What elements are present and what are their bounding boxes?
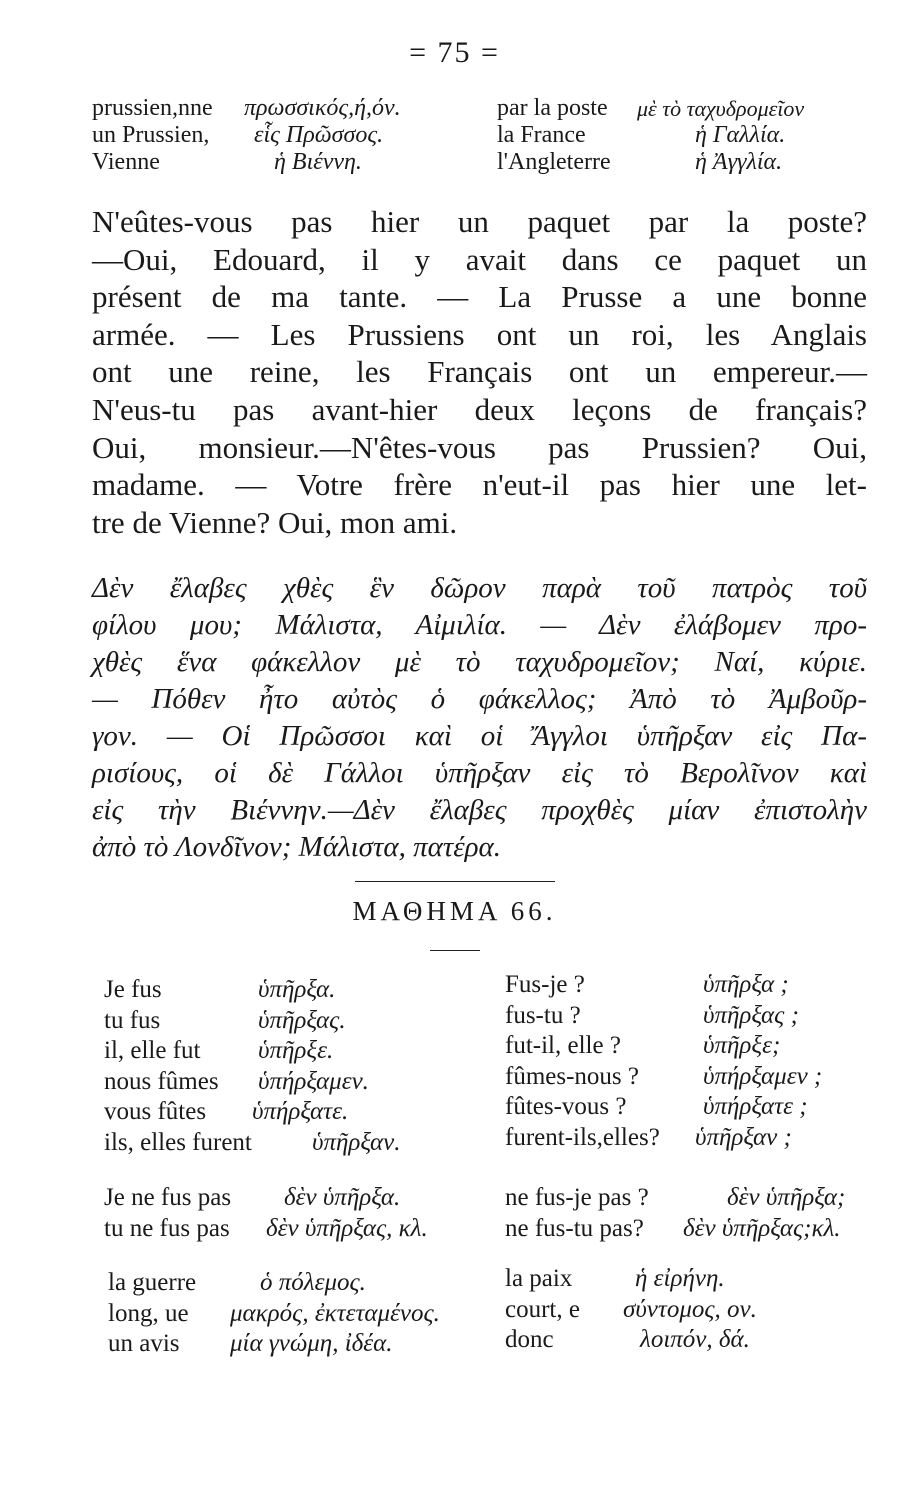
conj-greek: ὑπῆρξαν ; bbox=[695, 1123, 792, 1151]
conjugation-row bbox=[505, 1092, 875, 1123]
text-line: Oui, monsieur.—N'êtes-vous pas Prussien? Oui, bbox=[92, 429, 867, 465]
conj-french: tu ne fus pas bbox=[104, 1214, 230, 1242]
vocab-french: la paix bbox=[505, 1265, 573, 1292]
conj-french: Je fus bbox=[104, 976, 162, 1003]
conjugation-row bbox=[505, 970, 875, 1001]
text-line: N'eus-tu pas avant-hier deux leçons de français? bbox=[92, 391, 867, 427]
text-line: ρισίους, οἱ δὲ Γάλλοι ὑπῆρξαν εἰς τὸ Βερολῖνον καὶ bbox=[92, 757, 867, 789]
text-line: madame. — Votre frère n'eut-il pas hier une let- bbox=[92, 467, 867, 503]
vocab-entry bbox=[108, 1329, 498, 1360]
french-exercise bbox=[92, 203, 867, 541]
text-line: γον. — Οἱ Πρῶσσοι καὶ οἱ Ἄγγλοι ὑπῆρξαν εἰς Πα- bbox=[92, 720, 867, 752]
vocab-french: donc bbox=[505, 1326, 554, 1353]
vocab-entry bbox=[505, 1264, 875, 1295]
conj-french: ne fus-tu pas? bbox=[505, 1214, 644, 1242]
text-line: ont une reine, les Français ont un empereur.— bbox=[92, 354, 867, 390]
vocab-french: un Prussien, bbox=[92, 122, 210, 148]
vocab-entry bbox=[497, 122, 867, 149]
vocab-entry bbox=[505, 1295, 875, 1326]
conjugation-row bbox=[104, 975, 494, 1006]
conj-greek: ὑπῆρξε. bbox=[258, 1037, 334, 1064]
vocab-greek: πρωσσικός,ή,όν. bbox=[244, 95, 401, 121]
bottom-vocab-left bbox=[108, 1268, 498, 1360]
vocab-greek: σύντομος, ον. bbox=[623, 1295, 757, 1323]
conj-greek: ὑπήρξατε ; bbox=[703, 1093, 808, 1120]
conjugation-affirmative bbox=[104, 975, 494, 1158]
conjugation-negative-interrogative bbox=[505, 1183, 885, 1244]
conj-french: furent-ils,elles? bbox=[505, 1123, 660, 1151]
conjugation-row bbox=[505, 1062, 875, 1093]
vocab-greek: ἡ εἰρήνη. bbox=[635, 1265, 725, 1292]
conj-french: il, elle fut bbox=[104, 1037, 201, 1064]
text-line: φίλου μου; Μάλιστα, Αἰμιλία. — Δὲν ἐλάβομεν προ- bbox=[92, 609, 867, 641]
text-line: ἀπὸ τὸ Λονδῖνον; Μάλιστα, πατέρα. bbox=[92, 831, 502, 863]
text-line: tre de Vienne? Oui, mon ami. bbox=[92, 504, 458, 540]
conjugation-interrogative bbox=[505, 970, 875, 1153]
vocab-french: la guerre bbox=[108, 1269, 197, 1296]
vocab-greek: ἡ Γαλλία. bbox=[695, 122, 786, 148]
conjugation-row bbox=[505, 1031, 875, 1062]
vocab-french: par la poste bbox=[497, 95, 608, 121]
vocab-entry bbox=[505, 1325, 875, 1356]
text-line: —Oui, Edouard, il y avait dans ce paquet un bbox=[92, 241, 867, 277]
conj-french: fûmes-nous ? bbox=[505, 1062, 639, 1090]
text-line: — Πόθεν ἦτο αὐτὸς ὁ φάκελλος; Ἀπὸ τὸ Ἀμβοῦρ- bbox=[92, 683, 867, 715]
text-line: χθὲς ἕνα φάκελλον μὲ τὸ ταχυδρομεῖον; Ναί, κύριε. bbox=[92, 646, 867, 678]
vocab-greek: μακρός, ἐκτεταμένος. bbox=[230, 1299, 440, 1327]
section-divider bbox=[355, 881, 555, 882]
text-line: N'eûtes-vous pas hier un paquet par la poste? bbox=[92, 204, 867, 239]
conj-french: fut-il, elle ? bbox=[505, 1032, 621, 1059]
text-line: présent de ma tante. — La Prusse a une bonne bbox=[92, 279, 867, 315]
conjugation-row bbox=[505, 1183, 885, 1214]
vocab-greek: ἡ Βιέννη. bbox=[274, 149, 362, 175]
vocab-greek: ὁ πόλεμος. bbox=[260, 1269, 366, 1296]
conj-french: Fus-je ? bbox=[505, 971, 585, 998]
vocab-entry bbox=[497, 95, 867, 122]
vocab-french: prussien,nne bbox=[92, 95, 213, 121]
conj-french: fûtes-vous ? bbox=[505, 1093, 627, 1120]
conj-greek: ὑπῆρξα. bbox=[258, 976, 336, 1003]
vocab-entry bbox=[497, 149, 867, 176]
conjugation-row bbox=[104, 1183, 494, 1214]
vocab-french: long, ue bbox=[108, 1299, 189, 1327]
conjugation-row bbox=[104, 1036, 494, 1067]
conjugation-row bbox=[104, 1128, 494, 1159]
conjugation-row bbox=[104, 1006, 494, 1037]
conj-french: ils, elles furent bbox=[104, 1128, 252, 1156]
conj-greek: ὑπήρξαμεν ; bbox=[703, 1062, 823, 1090]
vocab-entry bbox=[108, 1299, 498, 1330]
vocab-entry bbox=[92, 122, 492, 149]
text-line: εἰς τὴν Βιέννην.—Δὲν ἔλαβες προχθὲς μίαν ἐπιστολὴν bbox=[92, 794, 867, 826]
vocab-french: la France bbox=[497, 122, 586, 148]
vocab-greek: μία γνώμη, ἰδέα. bbox=[230, 1330, 393, 1357]
conj-french: nous fûmes bbox=[104, 1067, 219, 1095]
conj-french: ne fus-je pas ? bbox=[505, 1184, 649, 1211]
conjugation-row bbox=[505, 1123, 875, 1154]
vocab-greek: μὲ τὸ ταχυδρομεῖον bbox=[637, 96, 805, 121]
conjugation-row bbox=[104, 1097, 494, 1128]
vocab-entry bbox=[108, 1268, 498, 1299]
text-line: Δὲν ἔλαβες χθὲς ἓν δῶρον παρὰ τοῦ πατρὸς τοῦ bbox=[92, 572, 867, 604]
conjugation-negative bbox=[104, 1183, 494, 1244]
conj-greek: δὲν ὑπῆρξα. bbox=[284, 1184, 401, 1211]
title-underline bbox=[430, 950, 480, 951]
top-vocab-left bbox=[92, 95, 492, 176]
page-number: = 75 = bbox=[409, 36, 500, 69]
conj-greek: δὲν ὑπῆρξα; bbox=[727, 1184, 846, 1211]
conjugation-row bbox=[505, 1001, 875, 1032]
vocab-entry bbox=[92, 149, 492, 176]
conj-french: fus-tu ? bbox=[505, 1001, 581, 1029]
bottom-vocab-right bbox=[505, 1264, 875, 1356]
vocab-greek: λοιπόν, δά. bbox=[640, 1326, 750, 1353]
lesson-title: ΜΑΘΗΜΑ 66. bbox=[352, 896, 557, 926]
vocab-french: l'Angleterre bbox=[497, 149, 611, 175]
conj-greek: ὑπήρξατε. bbox=[252, 1098, 349, 1125]
conj-french: vous fûtes bbox=[104, 1098, 207, 1125]
conj-greek: ὑπῆρξας ; bbox=[703, 1001, 799, 1029]
conj-greek: ὑπῆρξε; bbox=[703, 1032, 781, 1059]
conj-greek: δὲν ὑπῆρξας, κλ. bbox=[266, 1214, 428, 1242]
vocab-greek: ἡ Ἀγγλία. bbox=[695, 149, 783, 175]
vocab-greek: εἷς Πρῶσσος. bbox=[254, 122, 384, 148]
vocab-french: un avis bbox=[108, 1330, 180, 1357]
conj-greek: ὑπῆρξα ; bbox=[703, 971, 789, 998]
conj-french: tu fus bbox=[104, 1006, 161, 1034]
vocab-entry bbox=[92, 95, 492, 122]
conj-greek: ὑπῆρξας. bbox=[258, 1006, 346, 1034]
conjugation-row bbox=[104, 1067, 494, 1098]
vocab-french: court, e bbox=[505, 1295, 580, 1323]
conjugation-row bbox=[505, 1214, 885, 1245]
conj-greek: δὲν ὑπῆρξας;κλ. bbox=[683, 1214, 841, 1242]
text-line: armée. — Les Prussiens ont un roi, les Anglais bbox=[92, 316, 867, 352]
conj-greek: ὑπῆρξαν. bbox=[312, 1128, 401, 1156]
conj-french: Je ne fus pas bbox=[104, 1184, 232, 1211]
conj-greek: ὑπήρξαμεν. bbox=[258, 1067, 369, 1095]
conjugation-row bbox=[104, 1214, 494, 1245]
greek-exercise bbox=[92, 570, 867, 866]
vocab-french: Vienne bbox=[92, 149, 160, 175]
top-vocab-right bbox=[497, 95, 867, 176]
